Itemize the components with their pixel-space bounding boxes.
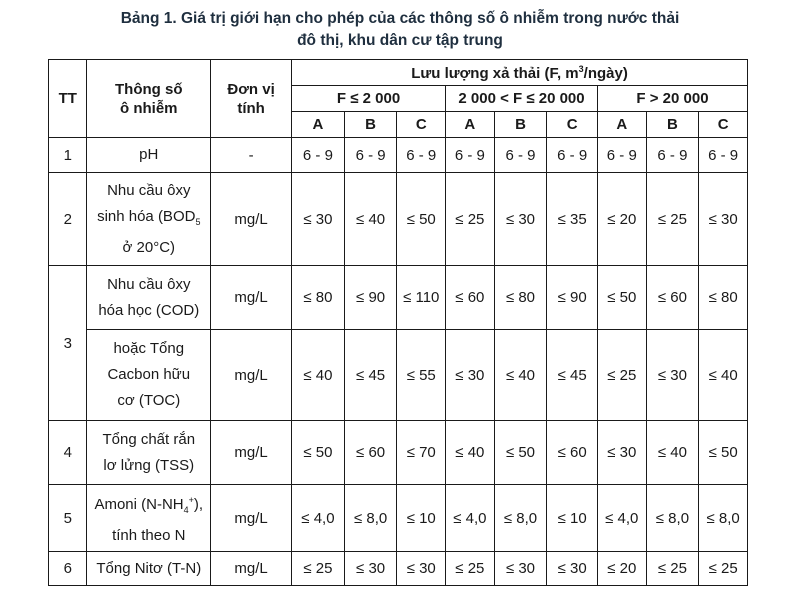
title-line-1: Bảng 1. Giá trị giới hạn cho phép của các thông số ô nhiễm trong nước thải xyxy=(120,10,680,27)
value-cell: ≤ 30 xyxy=(646,330,699,421)
unit-cell: mg/L xyxy=(211,485,292,552)
row-number: 5 xyxy=(49,485,87,552)
value-cell: ≤ 45 xyxy=(547,330,598,421)
value-cell: 6 - 9 xyxy=(397,138,446,173)
value-cell: ≤ 50 xyxy=(397,173,446,266)
header-parameter: Thông số ô nhiễm xyxy=(87,60,211,138)
value-cell: ≤ 30 xyxy=(397,552,446,586)
unit-cell: mg/L xyxy=(211,173,292,266)
value-cell: ≤ 60 xyxy=(446,266,495,330)
value-cell: ≤ 30 xyxy=(344,552,397,586)
table-row-bod xyxy=(49,173,748,266)
value-cell: ≤ 40 xyxy=(494,330,547,421)
table-row-cod xyxy=(49,266,748,330)
value-cell: ≤ 45 xyxy=(344,330,397,421)
value-cell: ≤ 8,0 xyxy=(699,485,748,552)
value-cell: ≤ 90 xyxy=(547,266,598,330)
row-number: 6 xyxy=(49,552,87,586)
header-col-a: A xyxy=(292,112,345,138)
value-cell: ≤ 35 xyxy=(547,173,598,266)
value-cell: ≤ 25 xyxy=(597,330,646,421)
value-cell: ≤ 40 xyxy=(646,421,699,485)
value-cell: ≤ 70 xyxy=(397,421,446,485)
table-title xyxy=(0,8,800,52)
value-cell: ≤ 60 xyxy=(646,266,699,330)
value-cell: ≤ 4,0 xyxy=(597,485,646,552)
unit-cell: - xyxy=(211,138,292,173)
title-line-2: đô thị, khu dân cư tập trung xyxy=(297,32,503,49)
value-cell: ≤ 40 xyxy=(292,330,345,421)
value-cell: ≤ 8,0 xyxy=(646,485,699,552)
value-cell: ≤ 25 xyxy=(646,552,699,586)
header-col-b: B xyxy=(646,112,699,138)
value-cell: ≤ 60 xyxy=(547,421,598,485)
parameter-name: Amoni $(N-NH_4^+)$, tính theo N xyxy=(87,485,211,552)
value-cell: 6 - 9 xyxy=(292,138,345,173)
parameter-name: Nhu cầu ôxy hóa học (COD) xyxy=(87,266,211,330)
parameter-name: hoặc Tổng Cacbon hữu cơ (TOC) xyxy=(87,330,211,421)
header-col-a: A xyxy=(446,112,495,138)
value-cell: ≤ 25 xyxy=(646,173,699,266)
value-cell: ≤ 10 xyxy=(547,485,598,552)
value-cell: ≤ 8,0 xyxy=(344,485,397,552)
value-cell: ≤ 55 xyxy=(397,330,446,421)
parameter-name: Tổng chất rắn lơ lửng (TSS) xyxy=(87,421,211,485)
value-cell: ≤ 40 xyxy=(344,173,397,266)
header-col-a: A xyxy=(597,112,646,138)
header-row-1 xyxy=(49,60,748,86)
header-range-1: F ≤ 2 000 xyxy=(292,86,446,112)
value-cell: ≤ 25 xyxy=(446,552,495,586)
header-col-b: B xyxy=(344,112,397,138)
pollutant-limit-table xyxy=(48,59,748,586)
header-range-2: 2 000 < F ≤ 20 000 xyxy=(446,86,598,112)
header-unit: Đơn vị tính xyxy=(211,60,292,138)
row-number: 3 xyxy=(49,266,87,421)
header-flow-rate: Lưu lượng xả thải (F, $m^3/ngày$) xyxy=(292,60,748,86)
value-cell: ≤ 20 xyxy=(597,552,646,586)
value-cell: ≤ 30 xyxy=(699,173,748,266)
table-row-toc xyxy=(49,330,748,421)
value-cell: ≤ 80 xyxy=(494,266,547,330)
value-cell: ≤ 40 xyxy=(446,421,495,485)
value-cell: ≤ 50 xyxy=(494,421,547,485)
value-cell: ≤ 30 xyxy=(494,173,547,266)
header-col-b: B xyxy=(494,112,547,138)
table-row-total-nitrogen xyxy=(49,552,748,586)
row-number: 4 xyxy=(49,421,87,485)
value-cell: ≤ 40 xyxy=(699,330,748,421)
value-cell: ≤ 80 xyxy=(292,266,345,330)
value-cell: ≤ 30 xyxy=(597,421,646,485)
value-cell: ≤ 80 xyxy=(699,266,748,330)
value-cell: ≤ 25 xyxy=(292,552,345,586)
value-cell: 6 - 9 xyxy=(446,138,495,173)
value-cell: ≤ 25 xyxy=(446,173,495,266)
value-cell: ≤ 25 xyxy=(699,552,748,586)
value-cell: ≤ 30 xyxy=(446,330,495,421)
value-cell: 6 - 9 xyxy=(699,138,748,173)
value-cell: ≤ 20 xyxy=(597,173,646,266)
value-cell: ≤ 50 xyxy=(597,266,646,330)
unit-cell: mg/L xyxy=(211,330,292,421)
value-cell: 6 - 9 xyxy=(494,138,547,173)
row-number: 2 xyxy=(49,173,87,266)
value-cell: 6 - 9 xyxy=(646,138,699,173)
value-cell: ≤ 90 xyxy=(344,266,397,330)
parameter-name: Tổng Nitơ (T-N) xyxy=(87,552,211,586)
unit-cell: mg/L xyxy=(211,266,292,330)
value-cell: ≤ 8,0 xyxy=(494,485,547,552)
header-tt: TT xyxy=(49,60,87,138)
value-cell: ≤ 50 xyxy=(292,421,345,485)
value-cell: ≤ 30 xyxy=(494,552,547,586)
header-col-c: C xyxy=(397,112,446,138)
unit-cell: mg/L xyxy=(211,421,292,485)
row-number: 1 xyxy=(49,138,87,173)
table-row-tss xyxy=(49,421,748,485)
value-cell: ≤ 30 xyxy=(292,173,345,266)
value-cell: ≤ 60 xyxy=(344,421,397,485)
value-cell: ≤ 4,0 xyxy=(446,485,495,552)
value-cell: 6 - 9 xyxy=(547,138,598,173)
value-cell: ≤ 10 xyxy=(397,485,446,552)
parameter-name: Nhu cầu ôxy sinh hóa ($BOD_5$ ở 20°C) xyxy=(87,173,211,266)
value-cell: 6 - 9 xyxy=(344,138,397,173)
value-cell: ≤ 110 xyxy=(397,266,446,330)
header-col-c: C xyxy=(547,112,598,138)
value-cell: ≤ 4,0 xyxy=(292,485,345,552)
table-row-ammonium xyxy=(49,485,748,552)
parameter-name: pH xyxy=(87,138,211,173)
table-row-ph xyxy=(49,138,748,173)
unit-cell: mg/L xyxy=(211,552,292,586)
header-range-3: F > 20 000 xyxy=(597,86,747,112)
value-cell: ≤ 50 xyxy=(699,421,748,485)
value-cell: 6 - 9 xyxy=(597,138,646,173)
header-col-c: C xyxy=(699,112,748,138)
value-cell: ≤ 30 xyxy=(547,552,598,586)
